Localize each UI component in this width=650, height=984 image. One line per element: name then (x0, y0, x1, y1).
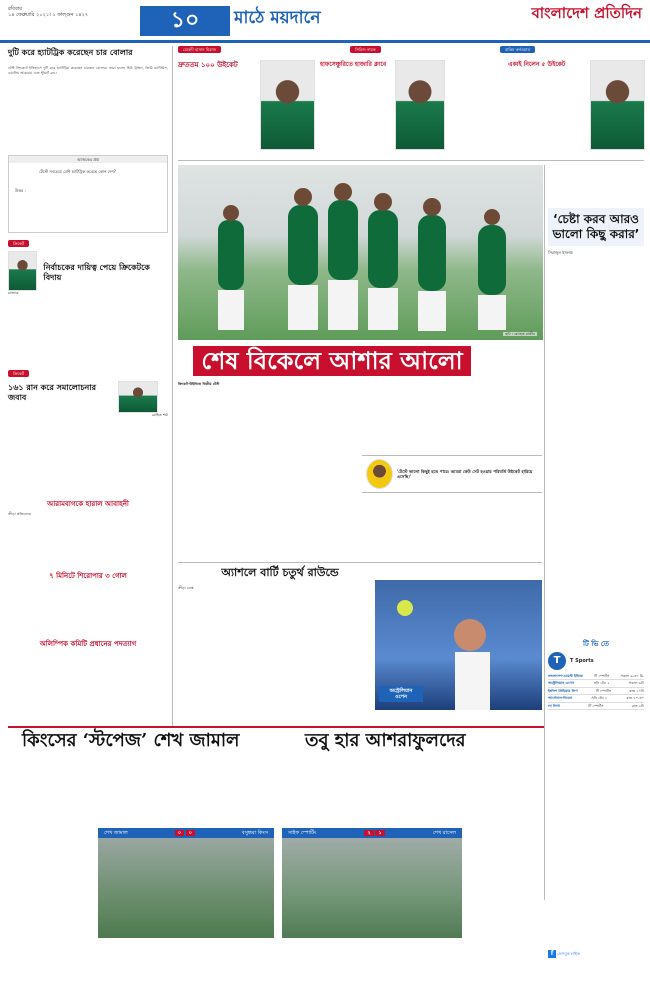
right-team-a: সাইফ স্পোর্টিং (288, 829, 317, 836)
tv-guide-row (548, 688, 644, 695)
left-team-a: শেখ জামাল (104, 829, 128, 836)
quote-feature-byline: সিরাজুল ইসলাম (548, 250, 573, 255)
bottom-right-body-3 (462, 756, 544, 836)
facebook-icon: f (548, 950, 556, 958)
trivia-title: দুটি করে হ্যাটট্রিক করেছেন চার বোলার (8, 48, 133, 57)
main-dateline: ক্রিকেট-উইন্ডিজ দ্বিতীয় টেস্ট (178, 382, 220, 386)
main-body-4 (454, 382, 542, 452)
pull-quote-photo (366, 459, 393, 489)
top-story-1-tag: মেহেদী হাসান মিরাজ (178, 46, 221, 53)
trivia-body: টেস্ট ক্রিকেটে ইতিহাসে দুটি করে হ্যাটট্রিক করেছেন চারজন বোলার। তারা হলেন হিউ ট্রাম্বল, জিমি ম্যাথিউস, ওয়াসিম আকরাম এবং স্টুয়ার্ট ব্রড। (8, 66, 168, 75)
left-story-3-desk: ক্রীড়া প্রতিবেদক (8, 511, 32, 516)
main-body-6 (454, 496, 542, 558)
bottom-left-scoreboard (98, 828, 274, 838)
tv-row-channel: সনি টেন ১ (591, 696, 608, 701)
quiz-box (8, 155, 168, 233)
tv-guide-title: টি ভি তে (582, 640, 609, 648)
bottom-right-body (282, 756, 368, 836)
left-story-1-caption: রাজ্জাক (8, 291, 19, 295)
left-story-2-title: ১৬১ রান করে সমালোচনার জবাব (8, 383, 97, 402)
tv-row-name: ইংলিশ প্রিমিয়ার লিগ (548, 688, 578, 693)
left-story-5 (8, 640, 168, 693)
main-body-3 (362, 382, 450, 452)
tennis-body (178, 592, 368, 687)
left-column-divider (172, 46, 173, 726)
top-story-2-photo (395, 60, 445, 150)
top-story-3-tag: রাকিম কর্নওয়াল (500, 46, 535, 53)
quote-feature (548, 208, 644, 628)
left-story-4-body (8, 585, 168, 625)
header-rule (0, 40, 650, 43)
pull-quote-text: 'টেস্টে ভালো কিছুই হতে পারে। আমরা কেউ সেট হওয়ার পরিবর্তি উইকেট হারিয়ে এসেছি।' (396, 468, 533, 479)
bottom-right-photo (282, 829, 462, 938)
bottom-left-body-2 (98, 756, 184, 836)
left-story-2-body (8, 421, 168, 473)
left-story-4 (8, 572, 168, 625)
bottom-left-photo (98, 829, 274, 938)
top-row-divider (178, 160, 644, 161)
tv-row-name: লা লিগা (548, 703, 561, 708)
tsports-icon: T (548, 652, 566, 670)
section-title: মাঠে ময়দানে (234, 8, 321, 28)
left-score-b: ০ (186, 830, 195, 836)
main-headline: শেষ বিকেলে আশার আলো (193, 346, 471, 376)
left-story-1 (8, 240, 168, 356)
left-story-2-tag: ক্রিকেট (8, 370, 29, 377)
facebook-live[interactable] (548, 950, 644, 958)
tv-guide (548, 640, 644, 710)
tv-row-time: রাত ২টা (631, 703, 644, 708)
main-story-col1 (178, 382, 266, 563)
celebration-figures (178, 165, 543, 340)
top-story-2-headline: হাফসেঞ্চুরিতে হাজারি ক্লাবে (320, 61, 387, 68)
top-story-1-body (178, 73, 258, 143)
bottom-right-body-5 (466, 838, 544, 978)
left-story-3 (8, 500, 168, 558)
tennis-photo (375, 580, 542, 710)
quiz-question: টেস্টে সবচেয়ে বেশি হ্যাটট্রিক করেছে কোন দেশ? (39, 169, 116, 174)
tv-guide-row (548, 673, 644, 680)
tv-row-channel: সনি টেন ২ (593, 681, 610, 686)
brand-logo (500, 4, 642, 38)
left-story-2 (8, 370, 168, 473)
main-body-2 (270, 382, 358, 557)
tv-row-name: বাংলাদেশ-ওয়েস্ট ইন্ডিজ (548, 673, 583, 678)
tv-guide-list (548, 673, 644, 710)
tv-guide-row (548, 680, 644, 687)
left-story-5-body (8, 653, 168, 693)
tv-row-channel: টি স্পোর্টস (588, 703, 604, 708)
tennis-divider (178, 562, 542, 563)
bottom-rule (8, 726, 544, 728)
pull-quote-box (362, 455, 542, 493)
top-story-3-headline: একাই নিলেন ৫ উইকেট (508, 61, 566, 68)
quiz-answer-label: উত্তর : (15, 188, 26, 193)
tv-guide-row (548, 703, 644, 710)
bottom-left-body (8, 756, 94, 976)
tv-guide-row (548, 695, 644, 702)
top-story-3-photo (590, 60, 645, 150)
tv-row-name: আর্সেনাল-লিডস (548, 696, 573, 701)
tennis-badge: অস্ট্রেলিয়ান ওপেন (379, 686, 423, 703)
quote-feature-body (548, 258, 644, 628)
tennis-headline: অ্যাশলে বার্টি চতুর্থ রাউন্ডে (221, 566, 339, 579)
left-story-2-caption: রোহিত শর্মা (151, 413, 168, 417)
top-story-1-photo (260, 60, 315, 150)
right-score-a: ২ (364, 830, 373, 836)
page-number: ১০ (140, 6, 230, 36)
tennis-desk: ক্রীড়া ডেস্ক (178, 585, 194, 590)
bottom-left-headline: কিংসের ‘স্টপেজ’ শেখ জামাল (22, 730, 240, 751)
facebook-live-label: ফেসবুক লাইভ (557, 951, 580, 956)
bottom-right-scoreboard (282, 828, 462, 838)
quote-feature-title: ‘চেষ্টা করব আরও ভালো কিছু করার’ (548, 208, 644, 246)
left-story-1-tag: ক্রিকেট (8, 240, 29, 247)
right-score-b: ১ (375, 830, 384, 836)
left-story-1-title: নির্বাচকের দায়িত্ব পেয়ে ক্রিকেটকে বিদায় (43, 263, 150, 282)
right-column-divider (544, 165, 545, 900)
tv-row-channel: টি স্পোর্টস (594, 673, 610, 678)
bottom-right-headline: তবু হার আশরাফুলদের (305, 730, 466, 751)
header-date-text: ১৪ ফেব্রুয়ারি ২০২১। ১ ফাল্গুন ১৪২৭ (8, 12, 89, 19)
header-day: রবিবার (8, 6, 22, 12)
bottom-left-body-4 (98, 940, 274, 980)
bottom-right-body-2 (372, 756, 458, 836)
brand-name: বাংলাদেশ প্রতিদিন (531, 4, 642, 22)
left-score-a: ০ (175, 830, 184, 836)
tv-row-time: রাত ১০-৩০ (626, 696, 644, 701)
tv-row-time: সকাল ৬টা (628, 681, 644, 686)
quiz-label: আজকের প্রশ্ন (9, 156, 167, 163)
tv-row-name: অস্ট্রেলিয়ান ওপেন (548, 681, 575, 686)
left-story-2-photo (118, 381, 158, 413)
photo-credit: ছবি : রোহেত রাজীব (505, 331, 535, 336)
right-team-b: শেখ রাসেল (432, 829, 456, 836)
left-story-5-title: অলিম্পিক কমিটি প্রধানের পদত্যাগ (39, 640, 137, 648)
bottom-left-body-3 (188, 756, 274, 836)
left-story-3-body (8, 518, 168, 558)
left-story-3-title: আরামবাগকে হারাল আবাহনী (47, 500, 129, 508)
left-story-1-photo (8, 251, 37, 291)
top-story-1-headline: দ্রুততম ১০০ উইকেট (178, 61, 238, 69)
main-body-5 (362, 496, 450, 558)
top-story-2-tag: সিরিজ নায়ক (350, 46, 381, 53)
left-story-4-title: ৭ মিনিটে শিরোপার ৩ গোল (49, 572, 127, 580)
left-team-b: বসুন্ধরা কিংস (241, 829, 268, 836)
tv-row-time: রাত ১০টা (629, 688, 644, 693)
main-body-1 (178, 388, 266, 563)
bottom-right-body-4 (282, 940, 462, 980)
left-story-1-body (8, 301, 168, 356)
main-photo (178, 165, 543, 340)
tv-guide-channel-logo (548, 652, 644, 670)
tv-row-time: সকাল ৯-৩০ মি. (620, 673, 644, 678)
tv-row-channel: টি স্পোর্টস (596, 688, 612, 693)
header-date (8, 6, 128, 19)
trivia-box (8, 46, 168, 96)
tv-guide-channel: T Sports (570, 657, 594, 664)
